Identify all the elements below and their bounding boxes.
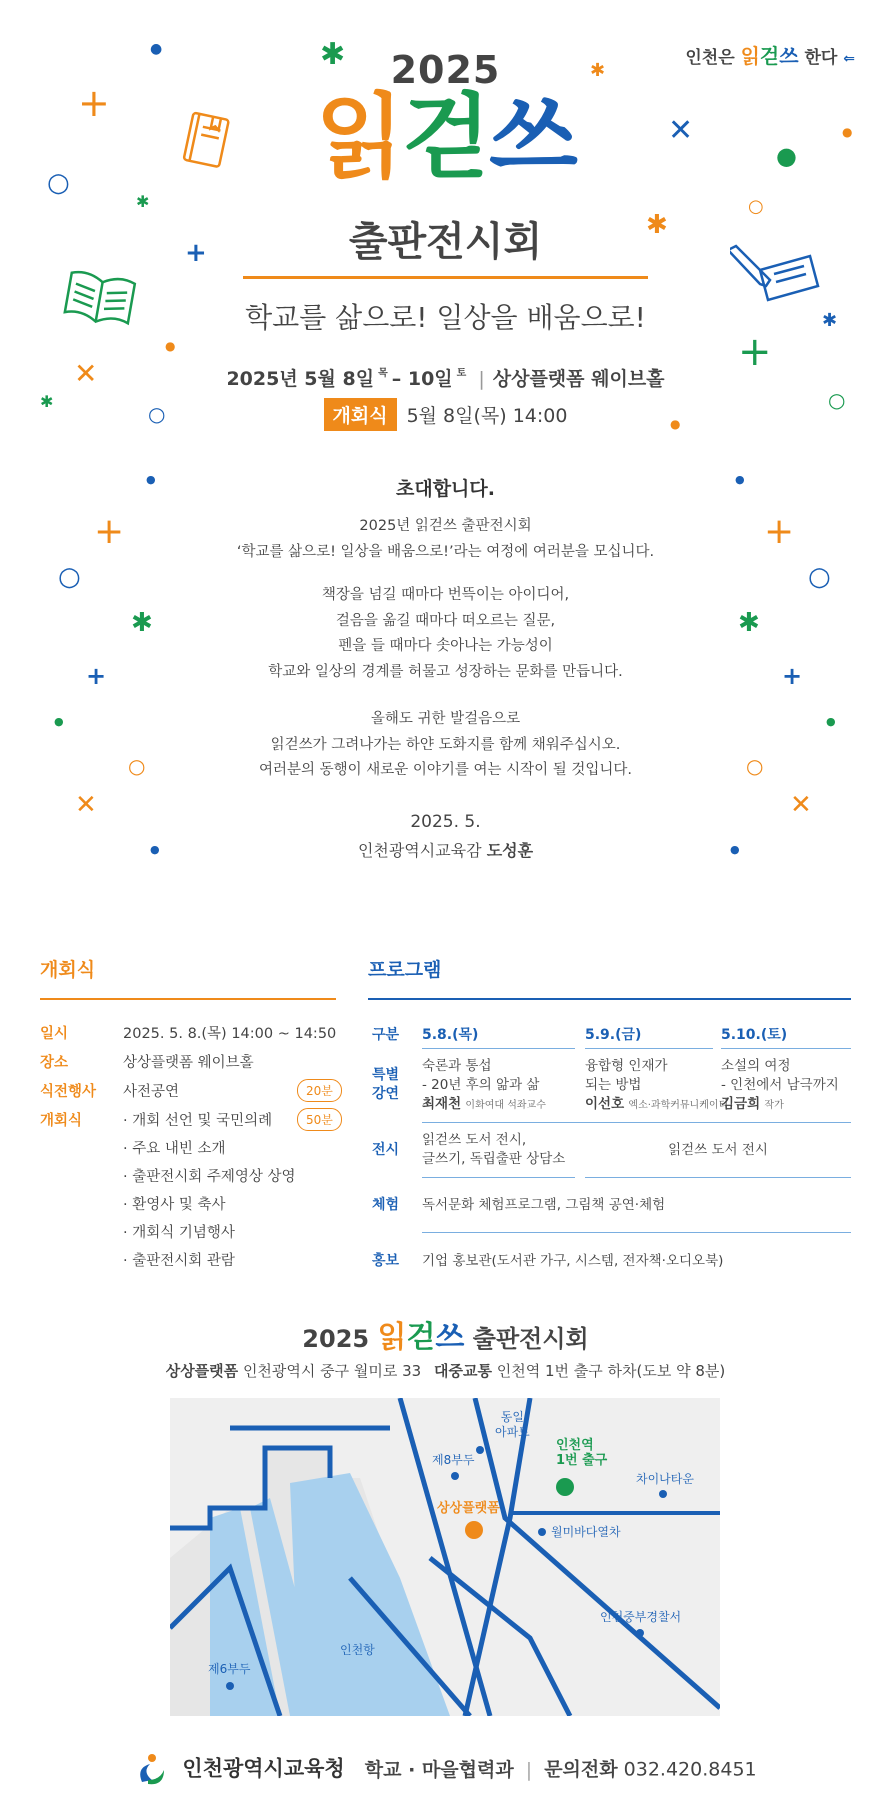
venue-name: 상상플랫폼 웨이브홀 <box>492 368 665 390</box>
venue-address <box>0 1360 891 1381</box>
asterisk-icon: ✱ <box>40 392 54 411</box>
program-col-header: 5.8.(목) <box>422 1027 479 1043</box>
asterisk-icon: ✱ <box>131 608 153 638</box>
dot-icon: ● <box>842 125 853 139</box>
lecture-title: 소설의 여정 <box>721 1058 791 1074</box>
exhibit-line: 글쓰기, 독립출판 상담소 <box>422 1151 566 1167</box>
speaker-role: 엑소·과학커뮤니케이터 <box>628 1100 729 1111</box>
circle-icon: ○ <box>47 168 70 198</box>
speaker-name: 김금희 <box>721 1096 761 1112</box>
program-col-header: 5.9.(금) <box>585 1027 642 1043</box>
circle-icon: ○ <box>746 754 764 778</box>
speaker-name: 최재천 <box>422 1096 462 1112</box>
key-line: 강연 <box>372 1086 400 1102</box>
separator: | <box>478 368 485 390</box>
ceremony-key: 식전행사 <box>40 1084 97 1100</box>
speaker-role: 작가 <box>764 1100 784 1111</box>
exhibit-day1 <box>422 1131 565 1169</box>
invitation-para-2 <box>0 583 891 685</box>
invitation-date: 2025. 5. <box>410 812 481 832</box>
lecture-title: - 인천에서 남극까지 <box>721 1077 839 1093</box>
invitation-line: 학교와 일상의 경계를 허물고 성장하는 문화를 만듭니다. <box>268 663 623 680</box>
opening-time: 5월 8일(목) 14:00 <box>406 405 568 427</box>
asterisk-icon: ✱ <box>590 60 606 81</box>
slogan-brand-2: 걷 <box>759 44 780 68</box>
date-start: 2025년 5월 8일 <box>226 368 375 390</box>
asterisk-icon: ✱ <box>822 310 838 331</box>
venue-title <box>0 1312 891 1356</box>
map-label-pier8: 제8부두 <box>432 1453 475 1467</box>
tagline: 학교를 삶으로! 일상을 배움으로! <box>245 301 646 334</box>
lecture-title: 숙론과 통섭 <box>422 1058 492 1074</box>
day-end: 토 <box>456 368 467 379</box>
dot-icon: ● <box>146 473 156 486</box>
invitation-para-1 <box>0 511 891 565</box>
cross-icon: ✕ <box>74 357 98 390</box>
map-label-port: 인천항 <box>340 1643 375 1657</box>
plus-icon: + <box>78 81 110 125</box>
asterisk-icon: ✱ <box>136 192 150 211</box>
signer-name: 도성훈 <box>486 841 534 860</box>
invitation-line: 펜을 들 때마다 솟아나는 가능성이 <box>338 638 553 654</box>
plus-icon: + <box>782 662 803 690</box>
footer <box>0 1752 891 1788</box>
speaker-name: 이선호 <box>585 1096 625 1112</box>
dot-icon: ● <box>150 41 163 57</box>
day-start: 목 <box>378 368 388 379</box>
asterisk-icon: ✱ <box>320 37 346 72</box>
circle-icon: ○ <box>748 196 764 217</box>
program-col-header: 구분 <box>372 1027 400 1043</box>
dot-icon: ● <box>735 473 745 486</box>
invitation-line: 여러분의 동행이 새로운 이야기를 여는 시작이 될 것입니다. <box>258 762 633 778</box>
circle-icon: ○ <box>808 562 831 592</box>
program-divider <box>368 998 851 1000</box>
ceremony-key: 개회식 <box>40 1113 83 1129</box>
program-key-promo: 홍보 <box>372 1253 400 1269</box>
ceremony-value: 2025. 5. 8.(목) 14:00 ~ 14:50 <box>123 1026 337 1042</box>
plus-icon: + <box>86 662 107 690</box>
slogan-brand-1: 읽 <box>740 44 760 68</box>
row-divider <box>422 1232 851 1233</box>
contact-label: 문의전화 <box>544 1758 618 1781</box>
map-label-chinatown: 차이나타운 <box>636 1472 694 1486</box>
education-office-logo-icon <box>134 1752 170 1788</box>
invitation-line: 책장을 넘길 때마다 번뜩이는 아이디어, <box>321 587 570 603</box>
map-label-dongil: 동일 아파트 <box>495 1410 530 1439</box>
ceremony-item-text: · 출판전시회 주제영상 상영 <box>123 1169 296 1185</box>
duration-badge: 20분 <box>297 1079 342 1102</box>
circle-icon: ○ <box>58 562 81 592</box>
dot-icon: ● <box>54 715 64 728</box>
ceremony-item-text: · 주요 내빈 소개 <box>123 1141 226 1157</box>
lecture-title: 되는 방법 <box>585 1077 642 1093</box>
plus-icon: + <box>738 329 772 375</box>
lecture-title: - 20년 후의 앎과 삶 <box>422 1077 540 1093</box>
venue-brand-3: 쓰 <box>435 1320 465 1355</box>
cross-icon: ✕ <box>668 113 694 148</box>
address-text: 인천광역시 중구 월미로 33 <box>242 1362 422 1380</box>
map-label-pier6: 제6부두 <box>208 1662 251 1676</box>
row-divider <box>585 1177 851 1178</box>
invitation-para-3 <box>0 707 891 784</box>
asterisk-icon: ✱ <box>738 608 760 638</box>
event-dates: 2025년 5월 8일 $^목$ – 10일 $^토$ | 상상플랫폼 웨이브홀 <box>226 368 665 390</box>
brand-char-write: 쓰 <box>488 84 576 191</box>
ceremony-key: 일시 <box>40 1026 69 1042</box>
experience-value: 독서문화 체험프로그램, 그림책 공연·체험 <box>422 1197 666 1213</box>
invitation-line: 2025년 읽걷쓰 출판전시회 <box>359 518 532 534</box>
title-divider <box>243 276 648 279</box>
ceremony-item-text: · 환영사 및 축사 <box>123 1197 226 1213</box>
invitation-line: ‘학교를 삶으로! 일상을 배움으로!’라는 여정에 여러분을 모십니다. <box>236 543 655 560</box>
signer-org: 인천광역시교육감 <box>357 841 482 860</box>
row-divider <box>585 1048 713 1049</box>
ceremony-value: 사전공연 <box>123 1084 180 1100</box>
location-map <box>170 1398 720 1716</box>
ceremony-divider <box>40 998 336 1000</box>
map-label-station-exit: 인천역 1번 출구 <box>556 1438 608 1468</box>
footer-dept: 학교 · 마을협력과 <box>364 1758 514 1781</box>
duration-badge: 50분 <box>297 1108 342 1131</box>
separator: | <box>525 1758 533 1781</box>
transit-text: 인천역 1번 출구 하차(도보 약 8분) <box>496 1362 726 1380</box>
circle-icon: ○ <box>148 402 166 426</box>
program-heading: 프로그램 <box>368 959 442 981</box>
dot-icon: ● <box>150 843 160 856</box>
ceremony-heading: 개회식 <box>40 959 96 981</box>
invitation-line: 읽걷쓰가 그려나가는 하얀 도화지를 함께 채워주십시오. <box>270 736 621 753</box>
key-line: 특별 <box>372 1067 400 1083</box>
exhibit-rest: 읽걷쓰 도서 전시 <box>668 1142 768 1158</box>
slogan-prefix: 인천은 <box>685 48 735 68</box>
dot-icon: ● <box>826 715 836 728</box>
speaker-role: 이화여대 석좌교수 <box>465 1100 546 1111</box>
cross-icon: ✕ <box>790 790 812 820</box>
brand-char-read: 읽 <box>315 84 403 191</box>
map-graphic <box>170 1398 720 1716</box>
dot-icon: ● <box>165 339 176 353</box>
slogan-suffix: 한다 <box>804 48 838 68</box>
opening-badge: 개회식 <box>324 398 397 431</box>
lecture-day3 <box>721 1057 839 1115</box>
program-col-header: 5.10.(토) <box>721 1027 788 1043</box>
program-key-experience: 체험 <box>372 1197 400 1213</box>
plus-icon: + <box>764 511 795 552</box>
contact-phone: 032.420.8451 <box>623 1758 757 1781</box>
brand-logo <box>0 84 891 191</box>
footer-org: 인천광역시교육청 <box>182 1756 345 1781</box>
cross-icon: ✕ <box>75 790 97 820</box>
row-divider <box>721 1048 851 1049</box>
row-divider <box>422 1177 575 1178</box>
invitation-line: 걸음을 옮길 때마다 떠오르는 질문, <box>335 612 556 629</box>
date-end: 10일 <box>407 368 453 390</box>
venue-event: 출판전시회 <box>472 1325 589 1353</box>
ceremony-value: 상상플랫폼 웨이브홀 <box>123 1055 254 1071</box>
opening-ceremony-line <box>0 398 891 431</box>
venue-year: 2025 <box>302 1325 370 1353</box>
exhibit-line: 읽걷쓰 도서 전시, <box>422 1132 527 1148</box>
lecture-day1 <box>422 1057 546 1115</box>
lecture-day2 <box>585 1057 728 1115</box>
asterisk-icon: ✱ <box>646 210 668 240</box>
program-key-exhibit: 전시 <box>372 1142 400 1158</box>
dot-icon: ● <box>670 417 681 431</box>
invitation-title: 초대합니다. <box>396 478 495 500</box>
slogan-brand-3: 쓰 <box>779 44 799 68</box>
invitation-line: 올해도 귀한 발걸음으로 <box>370 711 521 727</box>
arrow-icon: ⇐ <box>843 51 855 67</box>
dot-icon: ● <box>776 142 797 170</box>
row-divider <box>422 1048 575 1049</box>
ceremony-key: 장소 <box>40 1055 69 1071</box>
circle-icon: ○ <box>828 388 846 412</box>
lecture-title: 융합형 인재가 <box>585 1058 668 1074</box>
program-key-lecture <box>372 1066 399 1104</box>
ceremony-item-text: · 출판전시회 관람 <box>123 1253 235 1269</box>
address-label: 상상플랫폼 <box>165 1362 239 1380</box>
venue-brand-2: 걷 <box>406 1320 436 1355</box>
map-label-police: 인천중부경찰서 <box>600 1610 682 1624</box>
ceremony-value: · 개회 선언 및 국민의례 <box>123 1113 273 1129</box>
map-label-wolmi: 월미바다열차 <box>551 1525 621 1539</box>
brand-char-walk: 걷 <box>402 84 489 191</box>
dot-icon: ● <box>730 843 740 856</box>
circle-icon: ○ <box>128 754 146 778</box>
promo-value: 기업 홍보관(도서관 가구, 시스템, 전자책·오디오북) <box>422 1253 724 1269</box>
map-label-platform: 상상플랫폼 <box>437 1501 500 1516</box>
event-subtitle: 출판전시회 <box>348 219 543 265</box>
venue-brand-1: 읽 <box>377 1320 407 1355</box>
transit-label: 대중교통 <box>434 1362 492 1380</box>
ceremony-item-text: · 개회식 기념행사 <box>123 1225 235 1241</box>
event-year: 2025 <box>390 48 501 92</box>
plus-icon: + <box>94 511 125 552</box>
plus-icon: + <box>185 238 207 268</box>
invitation-signature <box>0 838 891 861</box>
row-divider <box>422 1122 851 1123</box>
